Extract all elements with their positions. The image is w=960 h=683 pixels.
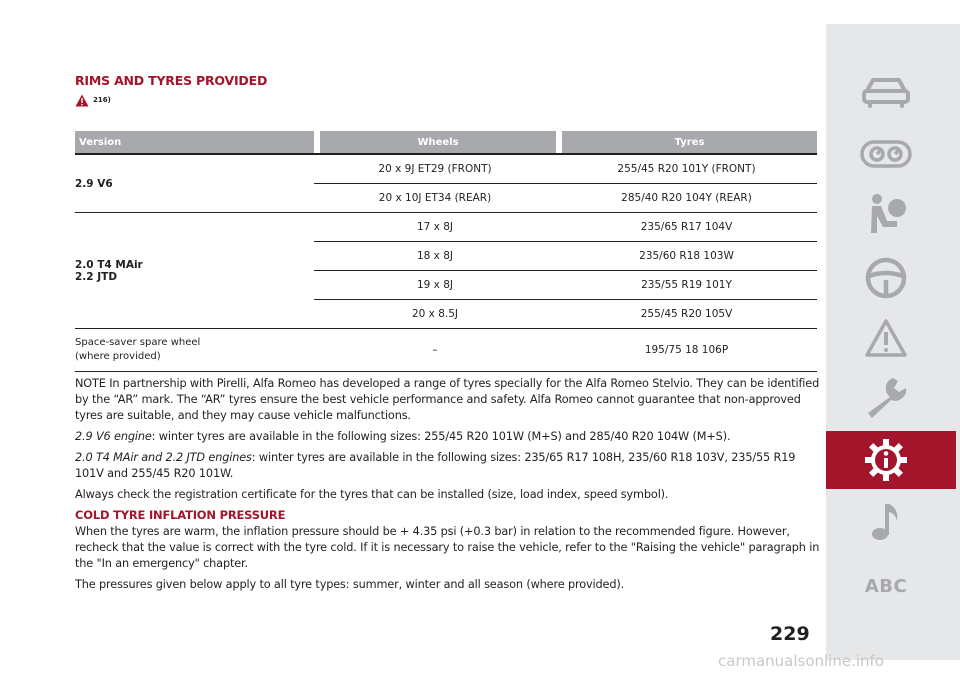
version-line: 2.2 JTD: [75, 270, 118, 283]
version-line: 2.0 T4 MAir: [75, 258, 143, 271]
wheels-cell: 17 x 8J: [314, 213, 556, 242]
tyres-cell: 255/45 R20 101Y (FRONT): [556, 154, 817, 184]
tyres-cell: 255/45 R20 105V: [556, 300, 817, 329]
wrench-icon[interactable]: [856, 374, 916, 422]
warning-ref-number: 216): [93, 96, 111, 104]
wheels-cell: 19 x 8J: [314, 271, 556, 300]
car-icon[interactable]: [856, 68, 916, 116]
warning-triangle-icon[interactable]: [856, 314, 916, 362]
table-row: [75, 213, 817, 242]
header-wheels: Wheels: [320, 131, 556, 154]
watermark: carmanualsonline.info: [718, 652, 884, 670]
tyres-cell: 195/75 18 106P: [556, 329, 817, 372]
version-cell: [75, 213, 314, 329]
dashboard-icon[interactable]: [856, 130, 916, 178]
winter-v6-paragraph: 2.9 V6 engine: winter tyres are available in the following sizes: 255/45 R20 101W (M+S) and 285/40 R20 104W (M+S).: [75, 430, 731, 444]
steering-wheel-icon[interactable]: [856, 254, 916, 302]
check-paragraph: Always check the registration certificate for the tyres that can be installed (size, load index, speed symbol).: [75, 487, 669, 501]
warning-triangle-icon: [75, 94, 89, 107]
page-number: 229: [770, 623, 810, 645]
tyres-cell: 235/65 R17 104V: [556, 213, 817, 242]
wheels-cell: –: [314, 329, 556, 372]
warning-reference: [75, 92, 111, 108]
header-tyres: Tyres: [562, 131, 817, 154]
engine-label: 2.9 V6 engine: [75, 430, 152, 444]
header-version: Version: [75, 131, 314, 154]
cold-pressure-title: COLD TYRE INFLATION PRESSURE: [75, 508, 286, 523]
wheels-cell: 20 x 9J ET29 (FRONT): [314, 154, 556, 184]
tyres-cell: 235/55 R19 101Y: [556, 271, 817, 300]
music-note-icon[interactable]: [856, 498, 916, 546]
wheels-cell: 18 x 8J: [314, 242, 556, 271]
abc-index-label[interactable]: ABC: [864, 575, 908, 597]
tyres-cell: 235/60 R18 103W: [556, 242, 817, 271]
wheels-cell: 20 x 10J ET34 (REAR): [314, 184, 556, 213]
tyres-cell: 285/40 R20 104Y (REAR): [556, 184, 817, 213]
version-cell: 2.9 V6: [75, 154, 314, 213]
table-row: [75, 154, 817, 184]
chapter-sidebar: [826, 24, 960, 660]
section-title: RIMS AND TYRES PROVIDED: [75, 73, 268, 88]
winter-t4-paragraph: 2.0 T4 MAir and 2.2 JTD engines: winter tyres are available in the following sizes: 235/65 R17 108H, 235/60 R18 103V, 235/55 R19 101V and 255/45 R20 101W.: [75, 450, 796, 481]
engine-label: 2.0 T4 MAir and 2.2 JTD engines: [75, 450, 252, 464]
airbag-icon[interactable]: [856, 190, 916, 238]
wheels-cell: 20 x 8.5J: [314, 300, 556, 329]
cold-pressure-paragraph: When the tyres are warm, the inflation pressure should be + 4.35 psi (+0.3 bar) in relation to the recommended figure. However, recheck that the value is correct with the tyre cold. If it is necessary to raise the vehicle, refer to the "Raising the vehicle" paragraph in the "In an emergency" chapter.: [75, 524, 820, 571]
pressures-paragraph: The pressures given below apply to all tyre types: summer, winter and all season (where provided).: [75, 577, 625, 591]
version-cell: [75, 329, 314, 372]
version-line: Space-saver spare wheel: [75, 337, 201, 348]
version-line: (where provided): [75, 351, 161, 362]
body-text: [75, 376, 820, 597]
gear-info-icon[interactable]: [856, 436, 916, 484]
rims-tyres-table: [75, 131, 817, 372]
table-row: [75, 329, 817, 372]
table-header-row: [75, 131, 817, 154]
note-paragraph: NOTE In partnership with Pirelli, Alfa Romeo has developed a range of tyres specially for the Alfa Romeo Stelvio. They can be identified by the “AR” mark. The “AR” tyres ensure the best vehicle performance and safety. Alfa Romeo cannot guarantee that non-approved tyres are suitable, and they may cause vehicle malfunctions.: [75, 377, 820, 423]
